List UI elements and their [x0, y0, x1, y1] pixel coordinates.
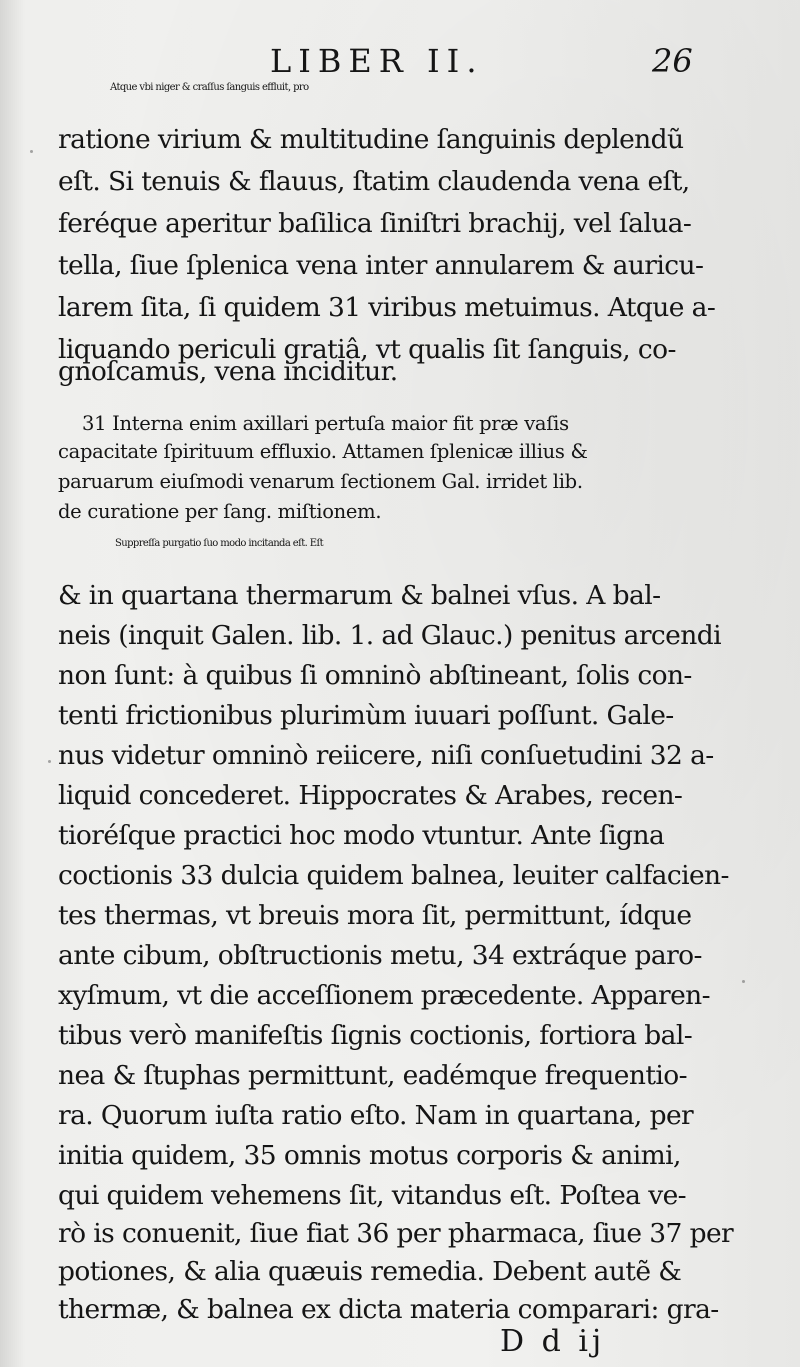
text-line: eſt. Si tenuis & flauus, ſtatim claudenda vena eſt, [58, 166, 690, 197]
ink-speck [30, 150, 33, 153]
text-line: xyſmum, vt die acceſſionem præcedente. Apparen- [58, 980, 710, 1011]
ink-speck [48, 760, 51, 763]
signature-mark: D d ij [500, 1324, 606, 1359]
text-line: Suppreſſa purgatio ſuo modo incitanda eſt. Eſt [115, 538, 323, 549]
note-line: de curatione per ſang. miſtionem. [58, 500, 382, 523]
text-line: nus videtur omninò reiicere, niſi conſuetudini 32 a- [58, 740, 714, 771]
text-line: nea & ſtuphas permittunt, eadémque frequentio- [58, 1060, 687, 1091]
text-line: qui quidem vehemens ſit, vitandus eſt. Poſtea ve- [58, 1180, 687, 1211]
text-line: larem ſita, ſi quidem 31 viribus metuimus. Atque a- [58, 292, 716, 323]
text-line: thermæ, & balnea ex dicta materia comparari: gra- [58, 1294, 719, 1325]
ink-speck [742, 980, 745, 983]
note-line: 31 Interna enim axillari pertuſa maior fit præ vaſis [82, 412, 569, 435]
text-line: feréque aperitur baſilica ſiniſtri brachij, vel ſalua- [58, 208, 692, 239]
text-line: gnoſcamus, vena inciditur. [58, 356, 398, 387]
note-line: paruarum eiuſmodi venarum ſectionem Gal. irridet lib. [58, 470, 583, 493]
text-line: liquid concederet. Hippocrates & Arabes, recen- [58, 780, 683, 811]
text-line: tenti frictionibus plurimùm iuuari poſſunt. Gale- [58, 700, 674, 731]
text-line: tella, ſiue ſplenica vena inter annularem & auricu- [58, 250, 704, 281]
text-line: tes thermas, vt breuis mora ſit, permittunt, ídque [58, 900, 692, 931]
text-line: initia quidem, 35 omnis motus corporis & animi, [58, 1140, 681, 1171]
text-line: tioréſque practici hoc modo vtuntur. Ante ſigna [58, 820, 665, 851]
text-line: ra. Quorum iuſta ratio eſto. Nam in quartana, per [58, 1100, 694, 1131]
text-line: rò is conuenit, ſiue fiat 36 per pharmaca, ſiue 37 per [58, 1218, 734, 1249]
text-line: neis (inquit Galen. lib. 1. ad Glauc.) penitus arcendi [58, 620, 721, 651]
note-line: capacitate ſpirituum effluxio. Attamen ſplenicæ illius & [58, 440, 588, 463]
text-line: Atque vbi niger & craſſus ſanguis effluit, pro [110, 82, 309, 93]
page-number: 26 [652, 42, 693, 80]
text-line: coctionis 33 dulcia quidem balnea, leuiter calfacien- [58, 860, 729, 891]
text-line: potiones, & alia quæuis remedia. Debent autẽ & [58, 1256, 682, 1287]
text-line: liquando periculi gratiâ, vt qualis ſit ſanguis, co- [58, 334, 676, 365]
running-head: LIBER II. [270, 42, 484, 80]
text-line: ratione virium & multitudine ſanguinis deplendũ [58, 124, 684, 155]
text-line: tibus verò manifeſtis ſignis coctionis, fortiora bal- [58, 1020, 693, 1051]
text-line: non ſunt: à quibus ſi omninò abſtineant, ſolis con- [58, 660, 692, 691]
text-line: ante cibum, obſtructionis metu, 34 extráque paro- [58, 940, 702, 971]
text-line: & in quartana thermarum & balnei vſus. A bal- [58, 580, 661, 611]
page-header [0, 40, 800, 80]
